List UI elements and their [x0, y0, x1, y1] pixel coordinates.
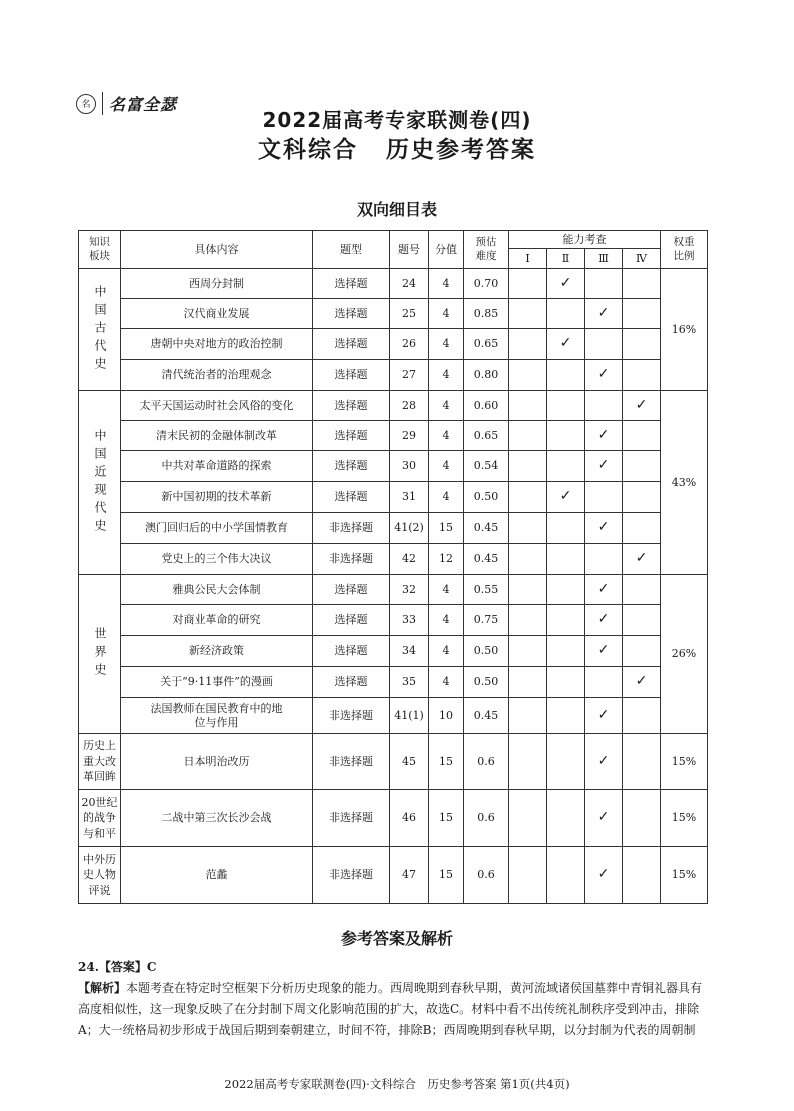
- cell-score: 4: [429, 482, 464, 513]
- ability-cell-3: [585, 605, 623, 636]
- check-icon: ✓: [597, 519, 610, 536]
- ability-level-1: Ⅰ: [509, 249, 547, 269]
- ability-cell-1: [509, 360, 547, 391]
- cell-score: 4: [429, 299, 464, 329]
- ability-cell-2: [547, 513, 585, 544]
- seal-icon: 名: [76, 94, 96, 114]
- cell-difficulty: 0.45: [464, 513, 509, 544]
- cell-number: 46: [390, 790, 429, 847]
- ability-cell-3: [585, 790, 623, 847]
- cell-type: 选择题: [313, 667, 390, 698]
- ability-cell-3: [585, 847, 623, 904]
- ability-cell-3: [585, 636, 623, 667]
- ability-level-2: Ⅱ: [547, 249, 585, 269]
- ability-cell-3: [585, 421, 623, 451]
- ability-cell-1: [509, 605, 547, 636]
- table-row: [79, 299, 708, 329]
- cell-difficulty: 0.65: [464, 421, 509, 451]
- ability-cell-4: [623, 421, 661, 451]
- section-label: 中外历史人物评说: [79, 847, 121, 904]
- cell-number: 28: [390, 391, 429, 421]
- table-row: [79, 667, 708, 698]
- cell-score: 4: [429, 667, 464, 698]
- ability-cell-3: [585, 667, 623, 698]
- ability-cell-1: [509, 575, 547, 605]
- cell-number: 25: [390, 299, 429, 329]
- ability-cell-2: [547, 451, 585, 482]
- table-row: [79, 482, 708, 513]
- col-ability: 能力考查: [509, 231, 661, 249]
- ability-cell-2: [547, 482, 585, 513]
- cell-number: 41(1): [390, 698, 429, 734]
- cell-difficulty: 0.85: [464, 299, 509, 329]
- section-label: 20世纪的战争与和平: [79, 790, 121, 847]
- ability-cell-4: [623, 790, 661, 847]
- ability-cell-2: [547, 391, 585, 421]
- check-icon: ✓: [559, 335, 572, 352]
- cell-number: 32: [390, 575, 429, 605]
- section-weight: 43%: [661, 391, 708, 575]
- ability-cell-2: [547, 360, 585, 391]
- cell-difficulty: 0.6: [464, 790, 509, 847]
- cell-difficulty: 0.54: [464, 451, 509, 482]
- ability-cell-3: [585, 482, 623, 513]
- cell-number: 26: [390, 329, 429, 360]
- cell-content: 雅典公民大会体制: [121, 575, 313, 605]
- cell-difficulty: 0.75: [464, 605, 509, 636]
- cell-number: 31: [390, 482, 429, 513]
- cell-difficulty: 0.60: [464, 391, 509, 421]
- ability-cell-3: [585, 391, 623, 421]
- cell-content: 新经济政策: [121, 636, 313, 667]
- ability-cell-4: [623, 299, 661, 329]
- ability-cell-1: [509, 329, 547, 360]
- cell-number: 47: [390, 847, 429, 904]
- cell-number: 33: [390, 605, 429, 636]
- ability-cell-1: [509, 667, 547, 698]
- brand-name: 名富全瑟: [102, 92, 177, 115]
- section-label: 中国近现代史: [79, 391, 121, 575]
- cell-type: 选择题: [313, 482, 390, 513]
- cell-type: 非选择题: [313, 698, 390, 734]
- ability-cell-1: [509, 636, 547, 667]
- cell-content: 新中国初期的技术革新: [121, 482, 313, 513]
- answers-title: 参考答案及解析: [340, 929, 453, 948]
- table-row: [79, 421, 708, 451]
- ability-cell-4: [623, 575, 661, 605]
- col-content: 具体内容: [121, 231, 313, 269]
- ability-cell-4: [623, 544, 661, 575]
- check-icon: ✓: [597, 809, 610, 826]
- ability-cell-3: [585, 575, 623, 605]
- cell-number: 45: [390, 734, 429, 790]
- cell-content: 党史上的三个伟大决议: [121, 544, 313, 575]
- col-type: 题型: [313, 231, 390, 269]
- cell-difficulty: 0.80: [464, 360, 509, 391]
- table-row: [79, 698, 708, 734]
- ability-cell-2: [547, 575, 585, 605]
- ability-cell-1: [509, 482, 547, 513]
- cell-number: 27: [390, 360, 429, 391]
- ability-cell-3: [585, 698, 623, 734]
- ability-cell-2: [547, 421, 585, 451]
- ability-cell-4: [623, 734, 661, 790]
- ability-level-3: Ⅲ: [585, 249, 623, 269]
- ability-cell-1: [509, 391, 547, 421]
- ability-cell-3: [585, 513, 623, 544]
- col-difficulty: 预估难度: [464, 231, 509, 269]
- table-row: [79, 391, 708, 421]
- cell-type: 选择题: [313, 451, 390, 482]
- cell-type: 选择题: [313, 605, 390, 636]
- ability-cell-4: [623, 513, 661, 544]
- section-label: 历史上重大改革回眸: [79, 734, 121, 790]
- check-icon: ✓: [597, 642, 610, 659]
- cell-content: 二战中第三次长沙会战: [121, 790, 313, 847]
- ability-cell-1: [509, 698, 547, 734]
- answer-24-analysis: [78, 978, 708, 1041]
- cell-difficulty: 0.70: [464, 269, 509, 299]
- table-row: [79, 451, 708, 482]
- cell-content: 范蠡: [121, 847, 313, 904]
- page-footer: 2022届高考专家联测卷(四)·文科综合 历史参考答案 第1页(共4页): [224, 1077, 570, 1091]
- cell-score: 4: [429, 269, 464, 299]
- analysis-tag: 【解析】: [78, 981, 127, 995]
- cell-difficulty: 0.6: [464, 847, 509, 904]
- ability-cell-1: [509, 269, 547, 299]
- table-row: [79, 605, 708, 636]
- ability-cell-2: [547, 299, 585, 329]
- ability-level-4: Ⅳ: [623, 249, 661, 269]
- check-icon: ✓: [597, 580, 610, 597]
- table-row: [79, 575, 708, 605]
- cell-content: 对商业革命的研究: [121, 605, 313, 636]
- section-label: 中国古代史: [79, 269, 121, 391]
- ability-cell-1: [509, 451, 547, 482]
- cell-content: 日本明治改历: [121, 734, 313, 790]
- cell-content: 唐朝中央对地方的政治控制: [121, 329, 313, 360]
- cell-difficulty: 0.65: [464, 329, 509, 360]
- cell-score: 10: [429, 698, 464, 734]
- table-row: [79, 329, 708, 360]
- analysis-text: 本题考查在特定时空框架下分析历史现象的能力。西周晚期到春秋早期，黄河流域诸侯国墓葬中青铜礼器具有高度相似性，这一现象反映了在分封制下周文化影响范围的扩大，故选C。材料中看不出传统礼制秩序受到冲击，排除A；大一统格局初步形成于战国后期到秦朝建立，时间不符，排除B；西周晚期到春秋早期，以分封制为代表的周朝制: [78, 981, 703, 1037]
- cell-content: 中共对革命道路的探索: [121, 451, 313, 482]
- table-row: [79, 513, 708, 544]
- cell-type: 非选择题: [313, 513, 390, 544]
- ability-cell-2: [547, 544, 585, 575]
- check-icon: ✓: [559, 274, 572, 291]
- cell-score: 12: [429, 544, 464, 575]
- check-icon: ✓: [597, 752, 610, 769]
- specification-table: [78, 230, 708, 904]
- section-weight: 26%: [661, 575, 708, 734]
- ability-cell-4: [623, 482, 661, 513]
- check-icon: ✓: [635, 550, 648, 567]
- ability-cell-4: [623, 605, 661, 636]
- ability-cell-4: [623, 847, 661, 904]
- ability-cell-1: [509, 299, 547, 329]
- col-number: 题号: [390, 231, 429, 269]
- check-icon: ✓: [635, 673, 648, 690]
- cell-score: 15: [429, 734, 464, 790]
- ability-cell-2: [547, 667, 585, 698]
- cell-difficulty: 0.45: [464, 698, 509, 734]
- col-weight: 权重比例: [661, 231, 708, 269]
- subject-label: 文科综合: [258, 137, 358, 163]
- cell-type: 选择题: [313, 360, 390, 391]
- ability-cell-4: [623, 391, 661, 421]
- cell-type: 非选择题: [313, 847, 390, 904]
- ability-cell-2: [547, 329, 585, 360]
- cell-content: 关于“9·11事件”的漫画: [121, 667, 313, 698]
- cell-type: 选择题: [313, 391, 390, 421]
- cell-number: 41(2): [390, 513, 429, 544]
- cell-content: 清代统治者的治理观念: [121, 360, 313, 391]
- cell-number: 35: [390, 667, 429, 698]
- ability-cell-4: [623, 698, 661, 734]
- check-icon: ✓: [597, 866, 610, 883]
- cell-type: 非选择题: [313, 544, 390, 575]
- section-weight: 15%: [661, 734, 708, 790]
- ability-cell-3: [585, 299, 623, 329]
- ability-cell-4: [623, 329, 661, 360]
- cell-type: 非选择题: [313, 734, 390, 790]
- cell-difficulty: 0.55: [464, 575, 509, 605]
- cell-score: 15: [429, 790, 464, 847]
- cell-score: 15: [429, 847, 464, 904]
- table-row: [79, 847, 708, 904]
- section-label: 世界史: [79, 575, 121, 734]
- cell-difficulty: 0.45: [464, 544, 509, 575]
- ability-cell-3: [585, 544, 623, 575]
- ability-cell-3: [585, 451, 623, 482]
- cell-type: 选择题: [313, 421, 390, 451]
- cell-type: 选择题: [313, 329, 390, 360]
- check-icon: ✓: [597, 426, 610, 443]
- ability-cell-2: [547, 847, 585, 904]
- document-title: [0, 131, 794, 164]
- ability-cell-4: [623, 360, 661, 391]
- cell-type: 选择题: [313, 299, 390, 329]
- check-icon: ✓: [597, 457, 610, 474]
- cell-content: 清末民初的金融体制改革: [121, 421, 313, 451]
- cell-number: 30: [390, 451, 429, 482]
- cell-difficulty: 0.50: [464, 636, 509, 667]
- ability-cell-3: [585, 360, 623, 391]
- table-row: [79, 360, 708, 391]
- ability-cell-4: [623, 269, 661, 299]
- ability-cell-2: [547, 698, 585, 734]
- answer-24-label: 24.【答案】C: [78, 960, 157, 974]
- cell-type: 选择题: [313, 575, 390, 605]
- ability-cell-2: [547, 636, 585, 667]
- table-row: [79, 544, 708, 575]
- ability-cell-1: [509, 847, 547, 904]
- cell-score: 4: [429, 360, 464, 391]
- cell-score: 4: [429, 391, 464, 421]
- check-icon: ✓: [559, 488, 572, 505]
- cell-content: 澳门回归后的中小学国情教育: [121, 513, 313, 544]
- table-title: 双向细目表: [356, 200, 437, 219]
- table-row: [79, 269, 708, 299]
- ability-cell-1: [509, 790, 547, 847]
- cell-content: 西周分封制: [121, 269, 313, 299]
- cell-type: 非选择题: [313, 790, 390, 847]
- ability-cell-1: [509, 544, 547, 575]
- cell-number: 42: [390, 544, 429, 575]
- section-weight: 15%: [661, 847, 708, 904]
- ability-cell-3: [585, 329, 623, 360]
- ability-cell-1: [509, 734, 547, 790]
- ability-cell-4: [623, 667, 661, 698]
- cell-score: 4: [429, 575, 464, 605]
- table-row: [79, 790, 708, 847]
- section-weight: 15%: [661, 790, 708, 847]
- table-row: [79, 734, 708, 790]
- ability-cell-3: [585, 734, 623, 790]
- cell-type: 选择题: [313, 269, 390, 299]
- cell-score: 15: [429, 513, 464, 544]
- cell-content: 汉代商业发展: [121, 299, 313, 329]
- ability-cell-2: [547, 734, 585, 790]
- check-icon: ✓: [597, 304, 610, 321]
- cell-score: 4: [429, 329, 464, 360]
- ability-cell-1: [509, 421, 547, 451]
- cell-score: 4: [429, 636, 464, 667]
- ability-cell-1: [509, 513, 547, 544]
- cell-number: 34: [390, 636, 429, 667]
- check-icon: ✓: [597, 706, 610, 723]
- cell-type: 选择题: [313, 636, 390, 667]
- col-knowledge: 知识板块: [79, 231, 121, 269]
- ability-cell-2: [547, 790, 585, 847]
- cell-difficulty: 0.6: [464, 734, 509, 790]
- col-score: 分值: [429, 231, 464, 269]
- cell-score: 4: [429, 451, 464, 482]
- exam-title: 2022届高考专家联测卷(四): [262, 108, 532, 132]
- section-weight: 16%: [661, 269, 708, 391]
- cell-content: 太平天国运动时社会风俗的变化: [121, 391, 313, 421]
- ability-cell-4: [623, 451, 661, 482]
- cell-difficulty: 0.50: [464, 667, 509, 698]
- ability-cell-3: [585, 269, 623, 299]
- ability-cell-2: [547, 269, 585, 299]
- ability-cell-2: [547, 605, 585, 636]
- cell-content: 法国教师在国民教育中的地位与作用: [121, 698, 313, 734]
- check-icon: ✓: [597, 611, 610, 628]
- cell-score: 4: [429, 605, 464, 636]
- table-row: [79, 636, 708, 667]
- cell-difficulty: 0.50: [464, 482, 509, 513]
- check-icon: ✓: [635, 396, 648, 413]
- answer-24: [78, 957, 708, 1041]
- cell-score: 4: [429, 421, 464, 451]
- check-icon: ✓: [597, 366, 610, 383]
- cell-number: 24: [390, 269, 429, 299]
- cell-number: 29: [390, 421, 429, 451]
- answer-label: 历史参考答案: [386, 137, 536, 163]
- ability-cell-4: [623, 636, 661, 667]
